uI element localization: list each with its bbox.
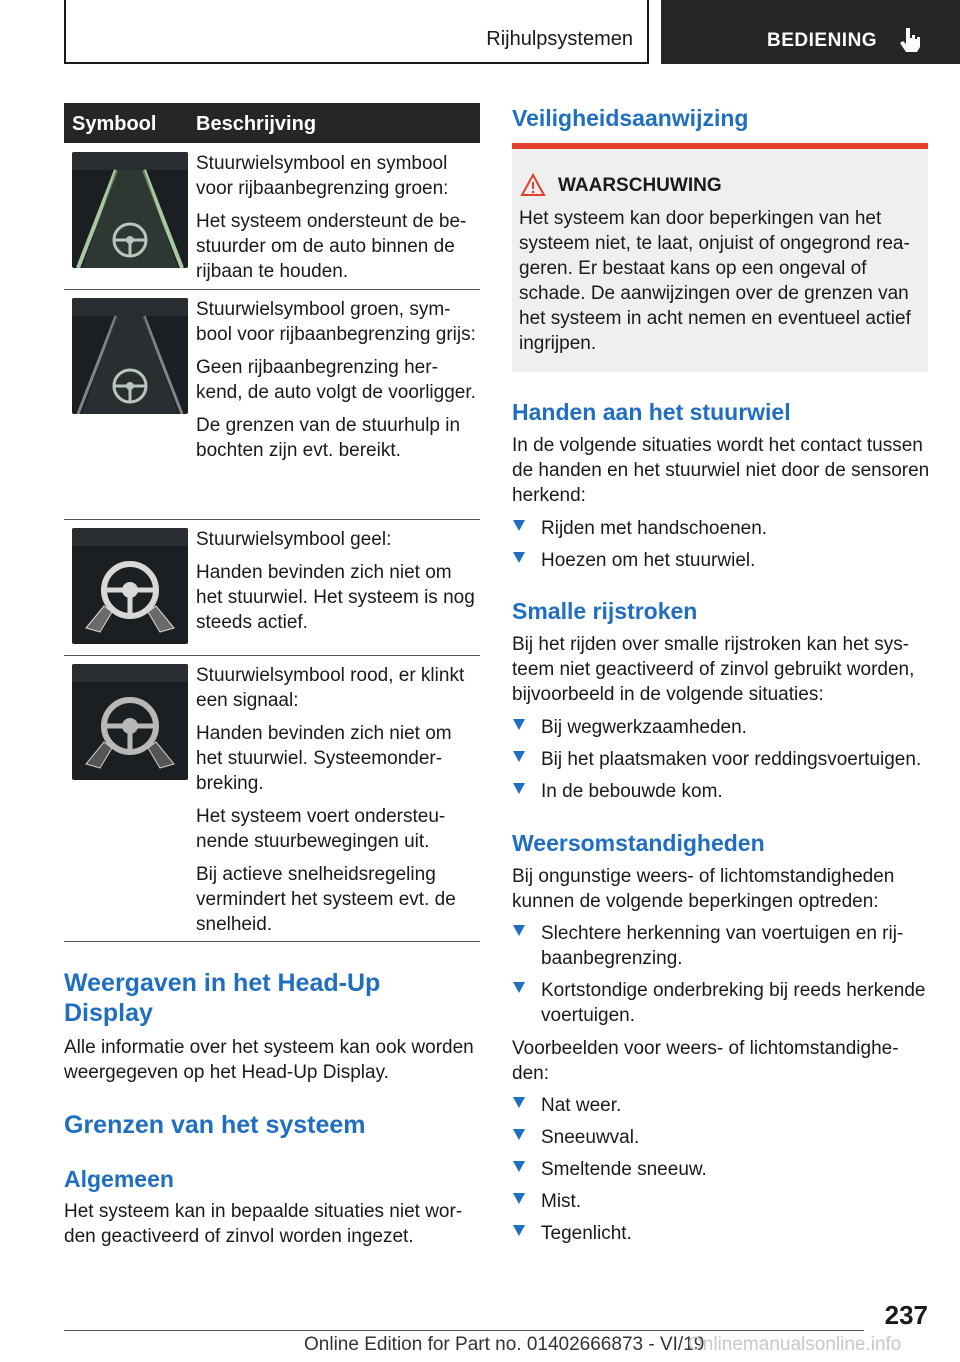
table-header (64, 103, 480, 143)
row-text: Stuurwielsymbool geel: (196, 529, 392, 550)
hud-text: Alle informatie over het systeem kan ook worden weergegeven op het Head-Up Display. (64, 1037, 474, 1083)
list-item: Mist. (512, 1189, 928, 1214)
bullet-triangle-icon (513, 1161, 525, 1172)
heading-general: Algemeen (64, 1166, 174, 1192)
section-title: Rijhulpsystemen (486, 28, 633, 50)
narrow-list (512, 715, 928, 811)
watermark-text: Onlinemanualsonline.info (688, 1334, 902, 1355)
steering-wheel-yellow-hands-icon (72, 528, 188, 644)
table-row (64, 289, 480, 519)
heading-hands: Handen aan het stuurwiel (512, 399, 791, 425)
heading-narrow: Smalle rijstroken (512, 598, 698, 624)
row-divider (64, 941, 480, 942)
warning-box (512, 143, 928, 372)
row-text: Handen bevinden zich niet om het stuurwiel. Systeemonderbreking. (196, 723, 452, 794)
weather-text: Bij ongunstige weers- of lichtomstandigheden kunnen de volgende beperkingen optreden: (512, 866, 895, 912)
row-text: Het systeem voert ondersteunende stuurbewegingen uit. (196, 806, 446, 852)
row-text: Stuurwielsymbool rood, er klinkt een signaal: (196, 665, 465, 711)
warning-label: WAARSCHUWING (558, 175, 722, 196)
heading-safety: Veiligheidsaanwijzing (512, 105, 749, 131)
list-item: In de bebouwde kom. (512, 779, 928, 804)
row-text: Stuurwielsymbool groen, symbool voor rijbaanbegrenzing grijs: (196, 299, 476, 345)
header-section-box (64, 0, 649, 64)
heading-hud: Weergaven in het Head-Up Display (64, 969, 381, 1027)
row-text: Stuurwielsymbool en symbool voor rijbaanbegrenzing groen: (196, 153, 449, 199)
bullet-triangle-icon (513, 982, 525, 993)
examples-text: Voorbeelden voor weers- of lichtomstandigheden: (512, 1038, 899, 1084)
row-description (196, 663, 478, 945)
list-item: Nat weer. (512, 1093, 928, 1118)
steering-wheel-green-lanes-grey-icon (72, 298, 188, 414)
table-row (64, 143, 480, 289)
bullet-triangle-icon (513, 1193, 525, 1204)
pointing-hand-icon (897, 26, 921, 54)
col-header-symbol: Symbool (72, 113, 157, 135)
row-text: Handen bevinden zich niet om het stuurwiel. Het systeem is nog steeds actief. (196, 562, 475, 633)
bullet-triangle-icon (513, 552, 525, 563)
row-text: Bij actieve snelheidsregeling vermindert het systeem evt. de snelheid. (196, 864, 456, 935)
warning-text: Het systeem kan door beperkingen van het systeem niet, te laat, onjuist of ongegrond reageren. Er bestaat kans op een ongeval of schade. De aanwijzingen over de grenzen van het systeem in acht nemen en eventueel actief ingrijpen. (519, 208, 911, 354)
hands-list (512, 516, 928, 580)
steering-wheel-green-lanes-green-icon (72, 152, 188, 268)
bullet-triangle-icon (513, 751, 525, 762)
edition-text: Online Edition for Part no. 01402666873 - VI/19 (304, 1334, 705, 1355)
narrow-text: Bij het rijden over smalle rijstroken kan het systeem niet geactiveerd of zinvol gebruikt worden, bijvoorbeeld in de volgende situaties: (512, 634, 915, 705)
page-number: 237 (884, 1300, 928, 1330)
row-text: De grenzen van de stuurhulp in bochten zijn evt. bereikt. (196, 415, 461, 461)
footer-divider (64, 1330, 864, 1331)
row-description (196, 151, 478, 292)
bullet-triangle-icon (513, 1097, 525, 1108)
bullet-triangle-icon (513, 783, 525, 794)
list-item: Sneeuwval. (512, 1125, 928, 1150)
hands-text: In de volgende situaties wordt het contact tussen de handen en het stuurwiel niet door de sensoren herkend: (512, 435, 930, 506)
list-item: Hoezen om het stuurwiel. (512, 548, 928, 573)
bullet-triangle-icon (513, 1225, 525, 1236)
table-row (64, 519, 480, 655)
heading-limits: Grenzen van het systeem (64, 1111, 366, 1139)
bullet-triangle-icon (513, 925, 525, 936)
warning-triangle-icon (520, 173, 546, 197)
row-text: Het systeem ondersteunt de bestuurder om de auto binnen de rijbaan te houden. (196, 211, 467, 282)
heading-weather: Weersomstandigheden (512, 830, 765, 856)
row-description (196, 527, 478, 643)
list-item: Bij het plaatsmaken voor reddingsvoertuigen. (512, 747, 928, 772)
list-item: Smeltende sneeuw. (512, 1157, 928, 1182)
list-item: Tegenlicht. (512, 1221, 928, 1246)
list-item: Bij wegwerkzaamheden. (512, 715, 928, 740)
list-item: Kortstondige onderbreking bij reeds herkende voertuigen. (512, 978, 928, 1028)
row-text: Geen rijbaanbegrenzing herkend, de auto volgt de voorligger. (196, 357, 476, 403)
list-item: Slechtere herkenning van voertuigen en rijbaanbegrenzing. (512, 921, 928, 971)
chapter-title: BEDIENING (767, 30, 878, 51)
steering-wheel-red-hands-icon (72, 664, 188, 780)
examples-list (512, 1093, 928, 1253)
bullet-triangle-icon (513, 1129, 525, 1140)
chapter-tab (661, 0, 960, 64)
table-row (64, 655, 480, 941)
col-header-description: Beschrijving (196, 113, 317, 135)
bullet-triangle-icon (513, 520, 525, 531)
weather-list (512, 921, 928, 1035)
general-text: Het systeem kan in bepaalde situaties niet worden geactiveerd of zinvol worden ingezet. (64, 1201, 463, 1247)
list-item: Rijden met handschoenen. (512, 516, 928, 541)
bullet-triangle-icon (513, 719, 525, 730)
row-description (196, 297, 478, 471)
